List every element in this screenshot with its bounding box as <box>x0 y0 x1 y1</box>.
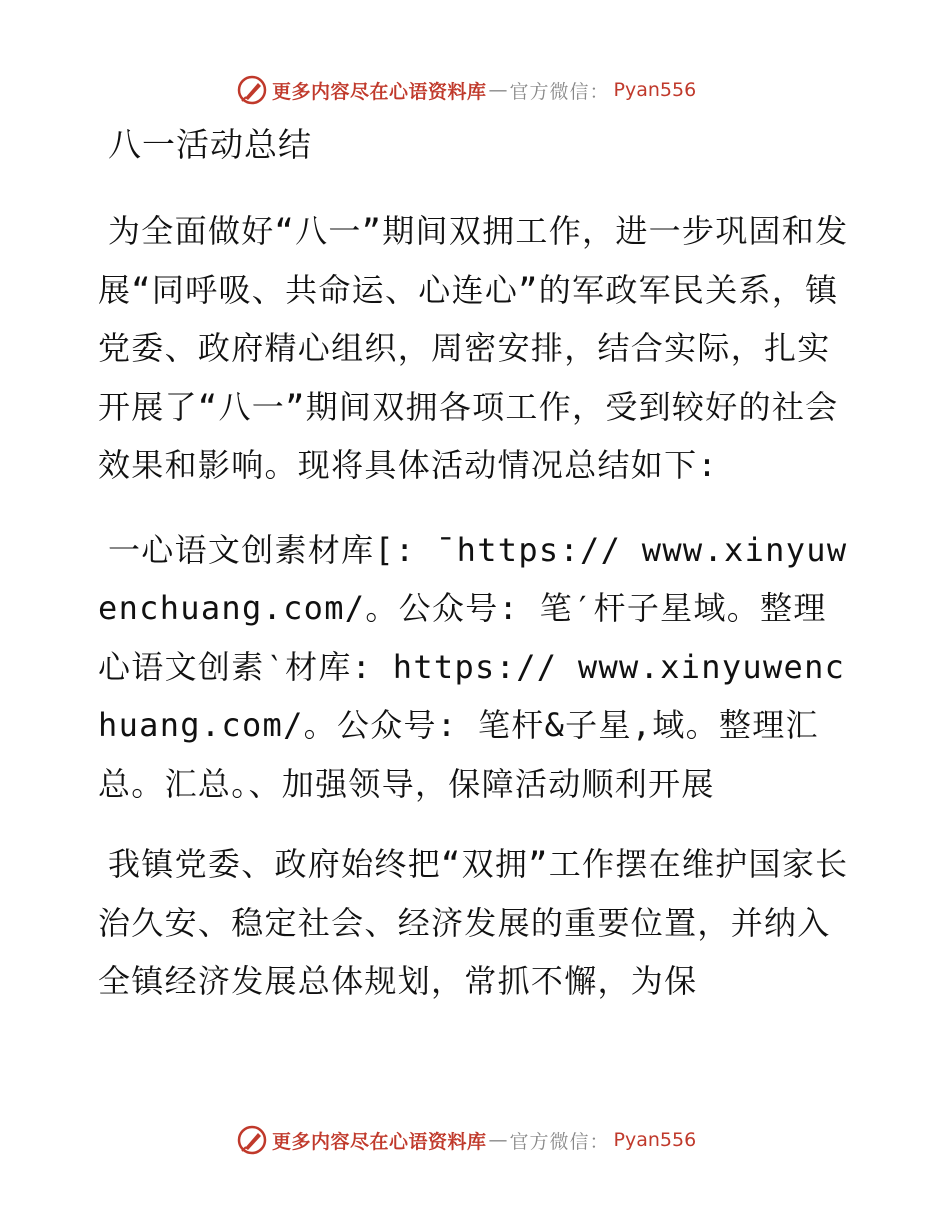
watermark-wechat-id: Pyan556 <box>613 79 697 101</box>
watermark-label: 官方微信： <box>509 1130 610 1153</box>
watermark-dash: — <box>488 79 508 101</box>
document-body <box>98 122 853 1037</box>
header-watermark <box>236 72 696 108</box>
quill-pen-logo-icon <box>236 1124 268 1156</box>
paragraph-section-one: 一心语文创素材库[: ¯https:// www.xinyuwenchuang.com/。公众号: 笔′杆子星域。整理心语文创素‵材库: https:// www.xinyuwenchuang.com/。公众号: 笔杆&子星,域。整理汇总。汇总。、加强领导，保障活动顺利开展 <box>98 530 848 803</box>
watermark-label: 官方微信： <box>509 80 610 103</box>
paragraph-leadership: 我镇党委、政府始终把“双拥”工作摆在维护国家长治久安、稳定社会、经济发展的重要位置，并纳入全镇经济发展总体规划，常抓不懈，为保 <box>98 845 849 1000</box>
quill-pen-logo-icon <box>236 74 268 106</box>
watermark-dash: — <box>488 1129 508 1151</box>
watermark-brand-text: 更多内容尽在心语资料库 <box>272 1130 487 1153</box>
footer-watermark <box>236 1122 696 1158</box>
watermark-wechat-id: Pyan556 <box>613 1129 697 1151</box>
watermark-brand-text: 更多内容尽在心语资料库 <box>272 80 487 103</box>
document-title: 八一活动总结 <box>108 125 312 164</box>
paragraph-intro: 为全面做好“八一”期间双拥工作，进一步巩固和发展“同呼吸、共命运、心连心”的军政军民关系，镇党委、政府精心组织，周密安排，结合实际，扎实开展了“八一”期间双拥各项工作，受到较好的社会效果和影响。现将具体活动情况总结如下: <box>98 212 849 484</box>
